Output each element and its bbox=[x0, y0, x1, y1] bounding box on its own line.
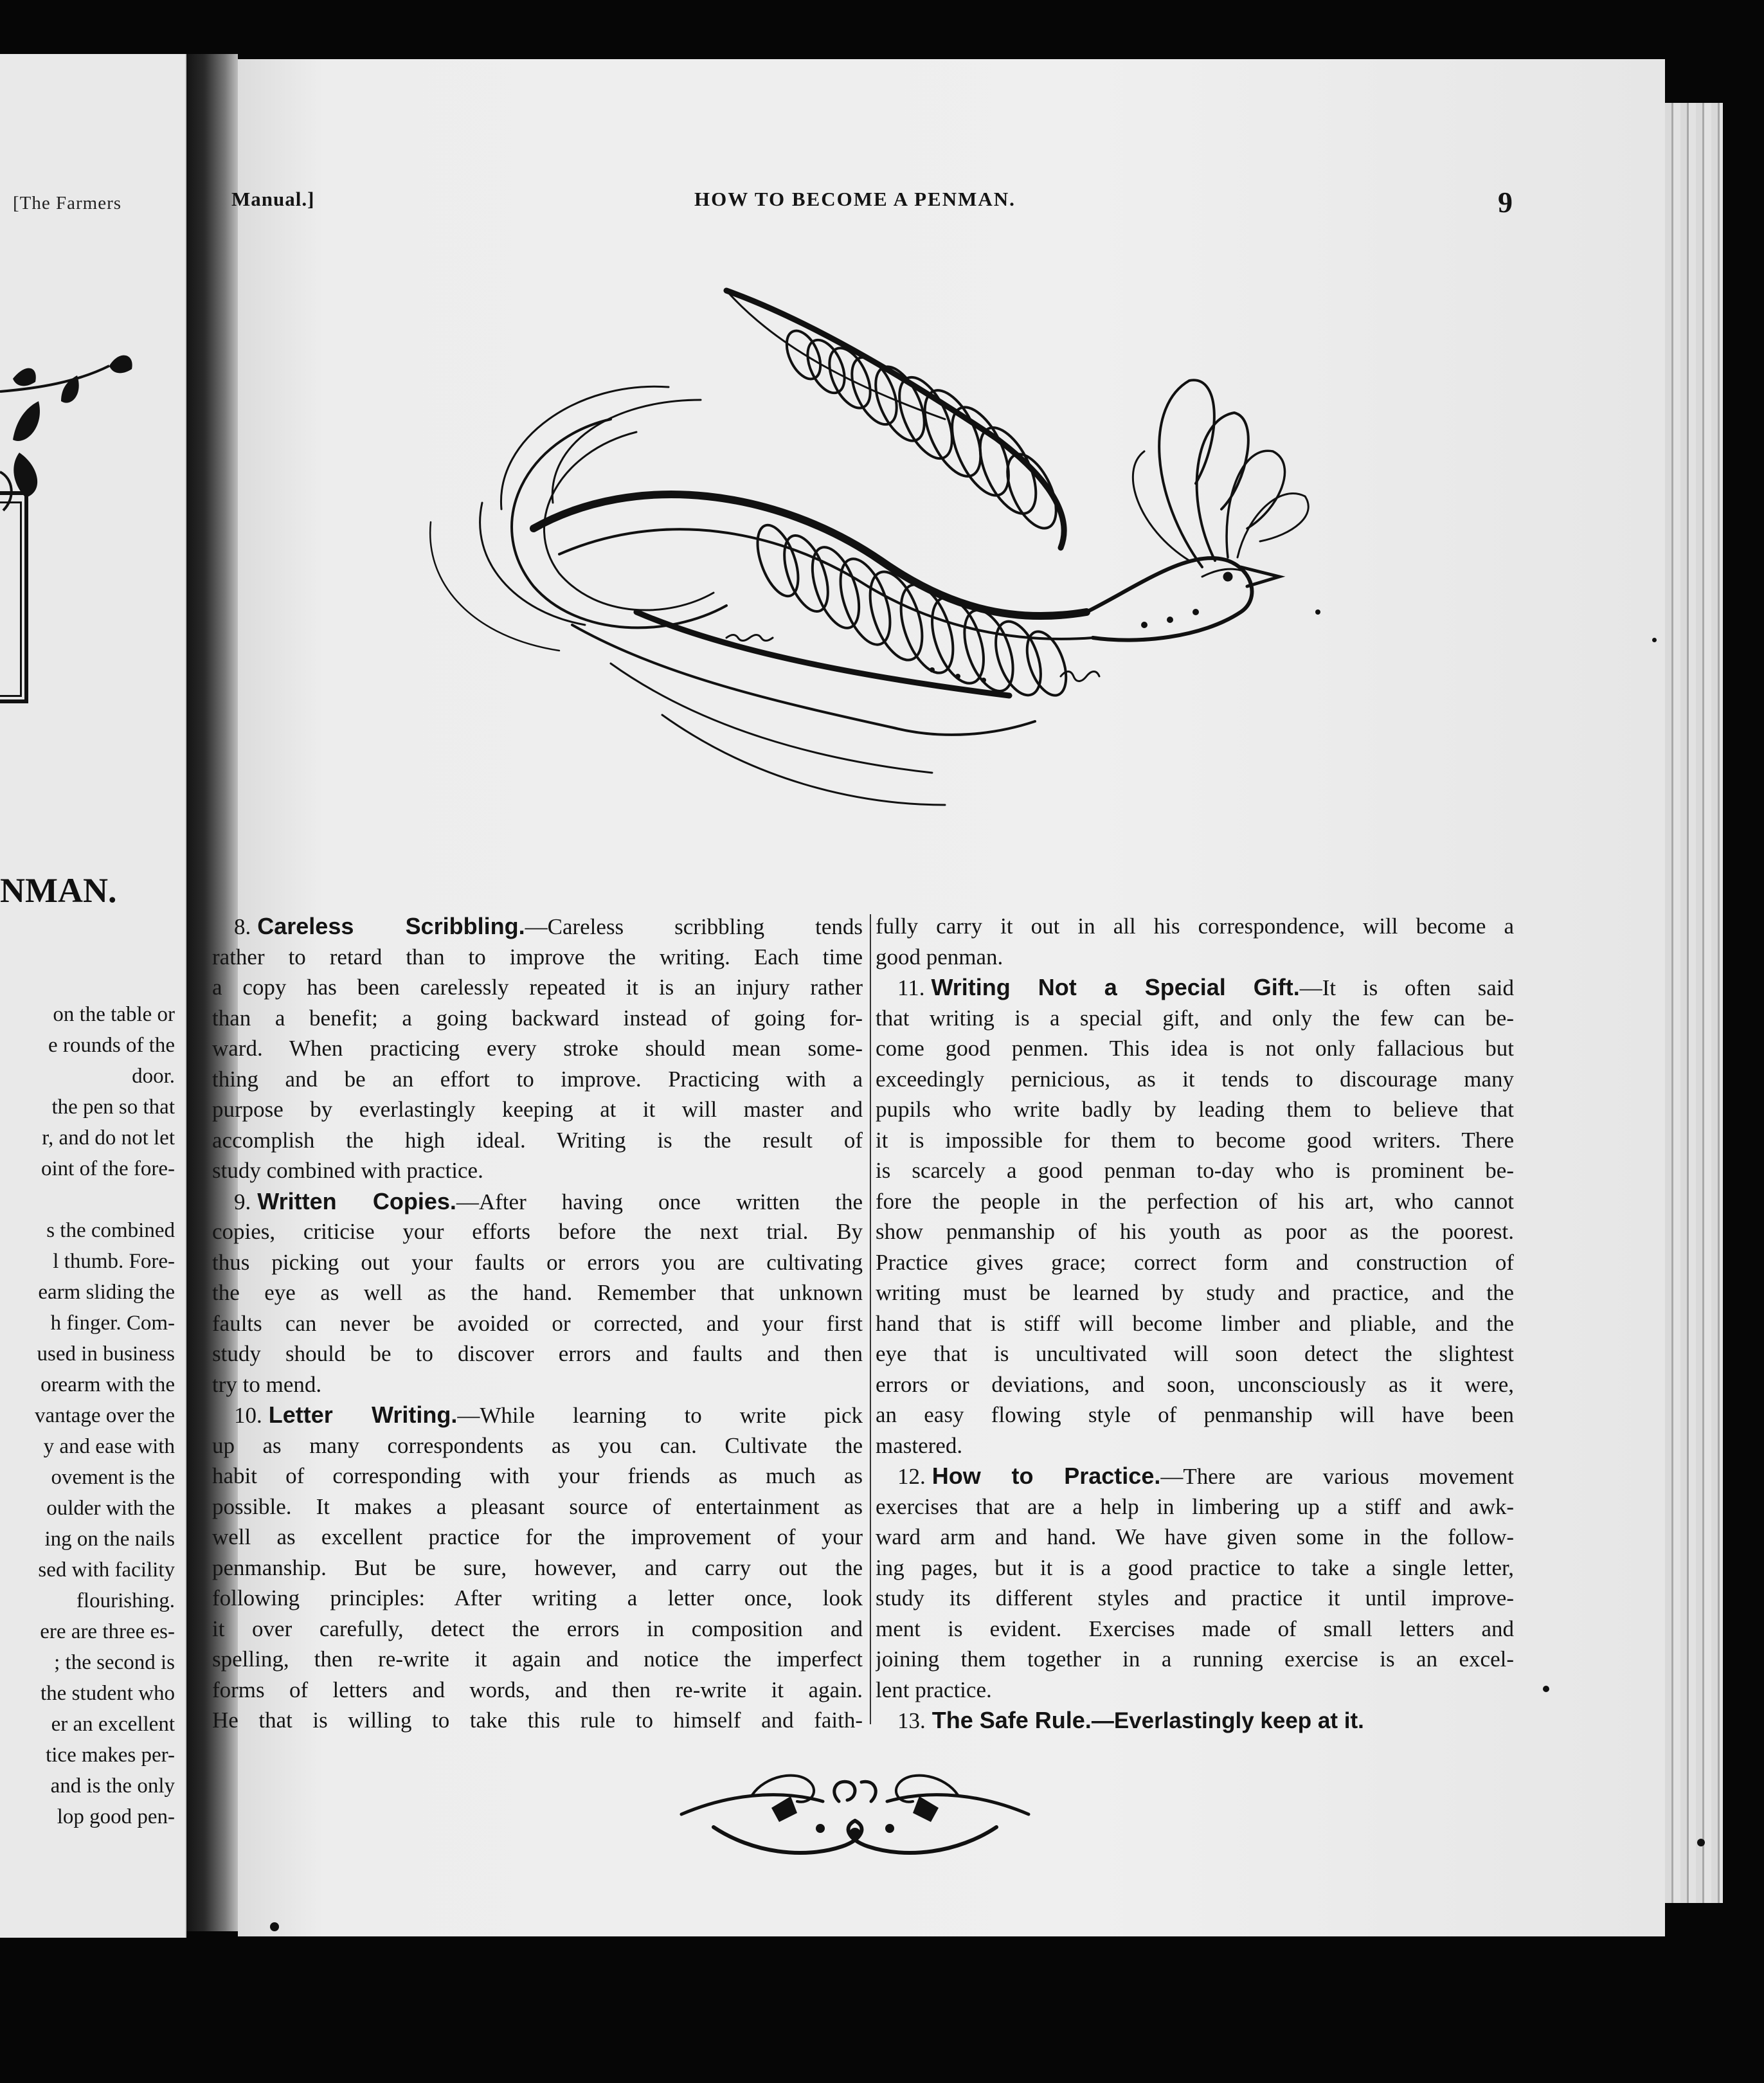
ink-speck bbox=[1697, 1839, 1705, 1846]
left-page-line: l thumb. Fore- bbox=[53, 1250, 175, 1273]
section-heading: Written Copies. bbox=[257, 1187, 456, 1214]
text-line: Practice gives grace; correct form and construction of bbox=[876, 1249, 1514, 1275]
section-9-first-line bbox=[212, 1186, 863, 1217]
section-heading: Letter Writing. bbox=[268, 1402, 458, 1428]
text-line: faults can never be avoided or corrected, and your first bbox=[212, 1310, 863, 1336]
text-line: penmanship. But be sure, however, and carry out the bbox=[212, 1555, 863, 1580]
running-head-title: HOW TO BECOME A PENMAN. bbox=[694, 188, 1016, 210]
text-line: come good penmen. This idea is not only fallacious but bbox=[876, 1036, 1514, 1061]
left-page-line: lop good pen- bbox=[57, 1805, 175, 1828]
text-line: mastered. bbox=[876, 1432, 963, 1458]
text-line: the eye as well as the hand. Remember that unknown bbox=[212, 1280, 863, 1305]
section-number: 9. bbox=[234, 1189, 251, 1214]
left-page-line: on the table or bbox=[53, 1003, 175, 1026]
text-line: show penmanship of his youth as poor as the poorest. bbox=[876, 1219, 1514, 1244]
section-heading: Writing Not a Special Gift. bbox=[931, 974, 1300, 1000]
text-line: purpose by everlastingly keeping at it will master and bbox=[212, 1097, 863, 1122]
text-line: study combined with practice. bbox=[212, 1158, 483, 1183]
text-line: exercises that are a help in limbering up a stiff and awk- bbox=[876, 1493, 1514, 1519]
left-page-line: ovement is the bbox=[51, 1466, 175, 1489]
text-line: exceedingly pernicious, as it tends to discourage many bbox=[876, 1066, 1514, 1092]
left-page-line: er an excellent bbox=[51, 1713, 175, 1736]
left-page-line: oulder with the bbox=[46, 1497, 175, 1520]
left-page-line: oint of the fore- bbox=[40, 1157, 175, 1180]
text-line: copies, criticise your efforts before the next trial. By bbox=[212, 1219, 863, 1244]
left-page-line: used in business bbox=[37, 1342, 175, 1366]
left-page-line: ing on the nails bbox=[44, 1528, 175, 1551]
left-page-title: NMAN. bbox=[0, 871, 117, 910]
section-number: 10. bbox=[234, 1403, 262, 1428]
text-line: rather to retard than to improve the writing. Each time bbox=[212, 944, 863, 969]
text-line: joining them together in a running exercise is an excel- bbox=[876, 1646, 1514, 1672]
text-line: ward arm and hand. We have given some in the follow- bbox=[876, 1524, 1514, 1549]
section-heading: How to Practice. bbox=[932, 1463, 1161, 1489]
section-number: 8. bbox=[234, 914, 251, 939]
left-page-line: earm sliding the bbox=[38, 1281, 175, 1304]
text-line: well as excellent practice for the improvement of your bbox=[212, 1524, 863, 1549]
section-12-first-line bbox=[876, 1461, 1514, 1492]
text-line: is scarcely a good penman to-day who is prominent be- bbox=[876, 1158, 1514, 1183]
left-page-line bbox=[0, 1184, 175, 1215]
left-page-line: h finger. Com- bbox=[50, 1312, 175, 1335]
left-page-line: flourishing. bbox=[76, 1589, 175, 1612]
text-line: —There are various movement bbox=[1160, 1464, 1514, 1489]
left-page-line: r, and do not let bbox=[42, 1126, 175, 1150]
left-page-line: tice makes per- bbox=[46, 1744, 175, 1767]
left-page-line: s the combined bbox=[46, 1219, 175, 1242]
section-11-first-line bbox=[876, 972, 1514, 1003]
text-column-right bbox=[876, 911, 1514, 1736]
section-number: 12. bbox=[897, 1464, 926, 1489]
left-page-line: and is the only bbox=[50, 1774, 175, 1798]
text-column-left bbox=[212, 911, 863, 1736]
text-line: ward. When practicing every stroke should mean some- bbox=[212, 1036, 863, 1061]
page-edges bbox=[1665, 103, 1723, 1903]
left-page-line: sed with facility bbox=[38, 1558, 175, 1582]
left-page-line: ere are three es- bbox=[40, 1620, 175, 1643]
text-line: spelling, then re-write it again and notice the imperfect bbox=[212, 1646, 863, 1672]
section-number: 11. bbox=[897, 975, 925, 1000]
running-head bbox=[231, 186, 1652, 226]
text-line: habit of corresponding with your friends as much as bbox=[212, 1463, 863, 1488]
text-line: forms of letters and words, and then re-write it again. bbox=[212, 1677, 863, 1702]
left-page bbox=[0, 54, 186, 1938]
text-line: hand that is stiff will become limber and pliable, and the bbox=[876, 1310, 1514, 1336]
text-line: He that is willing to take this rule to himself and faith- bbox=[212, 1708, 863, 1733]
left-page-line: ; the second is bbox=[54, 1651, 175, 1674]
text-line: —While learning to write pick bbox=[457, 1403, 863, 1428]
text-line: good penman. bbox=[876, 944, 1004, 969]
left-page-line: y and ease with bbox=[43, 1435, 175, 1458]
scroll-ornament-icon bbox=[675, 1756, 1035, 1872]
text-line: lent practice. bbox=[876, 1677, 992, 1702]
left-page-line: vantage over the bbox=[34, 1404, 175, 1427]
text-line: errors or deviations, and soon, unconsciously as it were, bbox=[876, 1371, 1514, 1397]
left-page-line: the student who bbox=[40, 1682, 175, 1705]
text-line: up as many correspondents as you can. Cultivate the bbox=[212, 1432, 863, 1458]
text-line: thing and be an effort to improve. Practicing with a bbox=[212, 1066, 863, 1092]
ink-speck bbox=[1543, 1686, 1549, 1692]
text-line: eye that is uncultivated will soon detect the slightest bbox=[876, 1341, 1514, 1366]
text-line: thus picking out your faults or errors you are cultivating bbox=[212, 1249, 863, 1275]
text-line: —Careless scribbling tends bbox=[525, 914, 863, 939]
text-line: following principles: After writing a letter once, look bbox=[212, 1585, 863, 1610]
ink-speck bbox=[1652, 638, 1657, 642]
text-line: accomplish the high ideal. Writing is the result of bbox=[212, 1127, 863, 1153]
text-line: than a benefit; a going backward instead of going for- bbox=[212, 1005, 863, 1031]
main-page bbox=[212, 59, 1665, 1936]
text-line: fore the people in the perfection of his art, who cannot bbox=[876, 1188, 1514, 1214]
left-page-line: door. bbox=[132, 1065, 175, 1088]
text-line: possible. It makes a pleasant source of entertainment as bbox=[212, 1493, 863, 1519]
text-line: a copy has been carelessly repeated it is an injury rather bbox=[212, 975, 863, 1000]
section-8-first-line bbox=[212, 911, 863, 942]
text-line: it over carefully, detect the errors in composition and bbox=[212, 1616, 863, 1641]
text-line: it is impossible for them to become good writers. There bbox=[876, 1127, 1514, 1153]
left-page-header: [The Farmers bbox=[13, 193, 122, 213]
left-page-line: e rounds of the bbox=[48, 1034, 175, 1057]
section-13-line bbox=[876, 1705, 1514, 1736]
page-number: 9 bbox=[1498, 186, 1513, 219]
text-line: —After having once written the bbox=[456, 1189, 863, 1214]
section-heading: Careless Scribbling. bbox=[257, 913, 525, 939]
text-line: ing pages, but it is a good practice to take a single letter, bbox=[876, 1555, 1514, 1580]
text-line: an easy flowing style of penmanship will have been bbox=[876, 1402, 1514, 1427]
flourished-bird-icon bbox=[366, 226, 1369, 888]
running-head-left: Manual.] bbox=[231, 188, 315, 210]
text-line: —It is often said bbox=[1299, 975, 1514, 1000]
text-line: pupils who write badly by leading them to believe that bbox=[876, 1097, 1514, 1122]
text-line: that writing is a special gift, and only the few can be- bbox=[876, 1005, 1514, 1031]
text-line: try to mend. bbox=[212, 1371, 322, 1397]
ink-speck bbox=[270, 1922, 279, 1931]
left-page-line: the pen so that bbox=[51, 1096, 175, 1119]
section-number: 13. bbox=[897, 1708, 926, 1733]
left-page-frame-ornament bbox=[0, 491, 28, 703]
text-line: fully carry it out in all his correspondence, will become a bbox=[876, 914, 1514, 939]
text-line: study its different styles and practice it until improve- bbox=[876, 1585, 1514, 1610]
section-10-first-line bbox=[212, 1400, 863, 1430]
text-line: writing must be learned by study and practice, and the bbox=[876, 1280, 1514, 1305]
column-rule bbox=[870, 914, 871, 1724]
text-line: study should be to discover errors and faults and then bbox=[212, 1341, 863, 1366]
text-line: —Everlastingly keep at it. bbox=[1091, 1708, 1364, 1733]
left-page-text bbox=[0, 999, 175, 1832]
section-heading: The Safe Rule. bbox=[932, 1707, 1092, 1733]
text-line: ment is evident. Exercises made of small letters and bbox=[876, 1616, 1514, 1641]
left-page-line: orearm with the bbox=[40, 1373, 175, 1396]
